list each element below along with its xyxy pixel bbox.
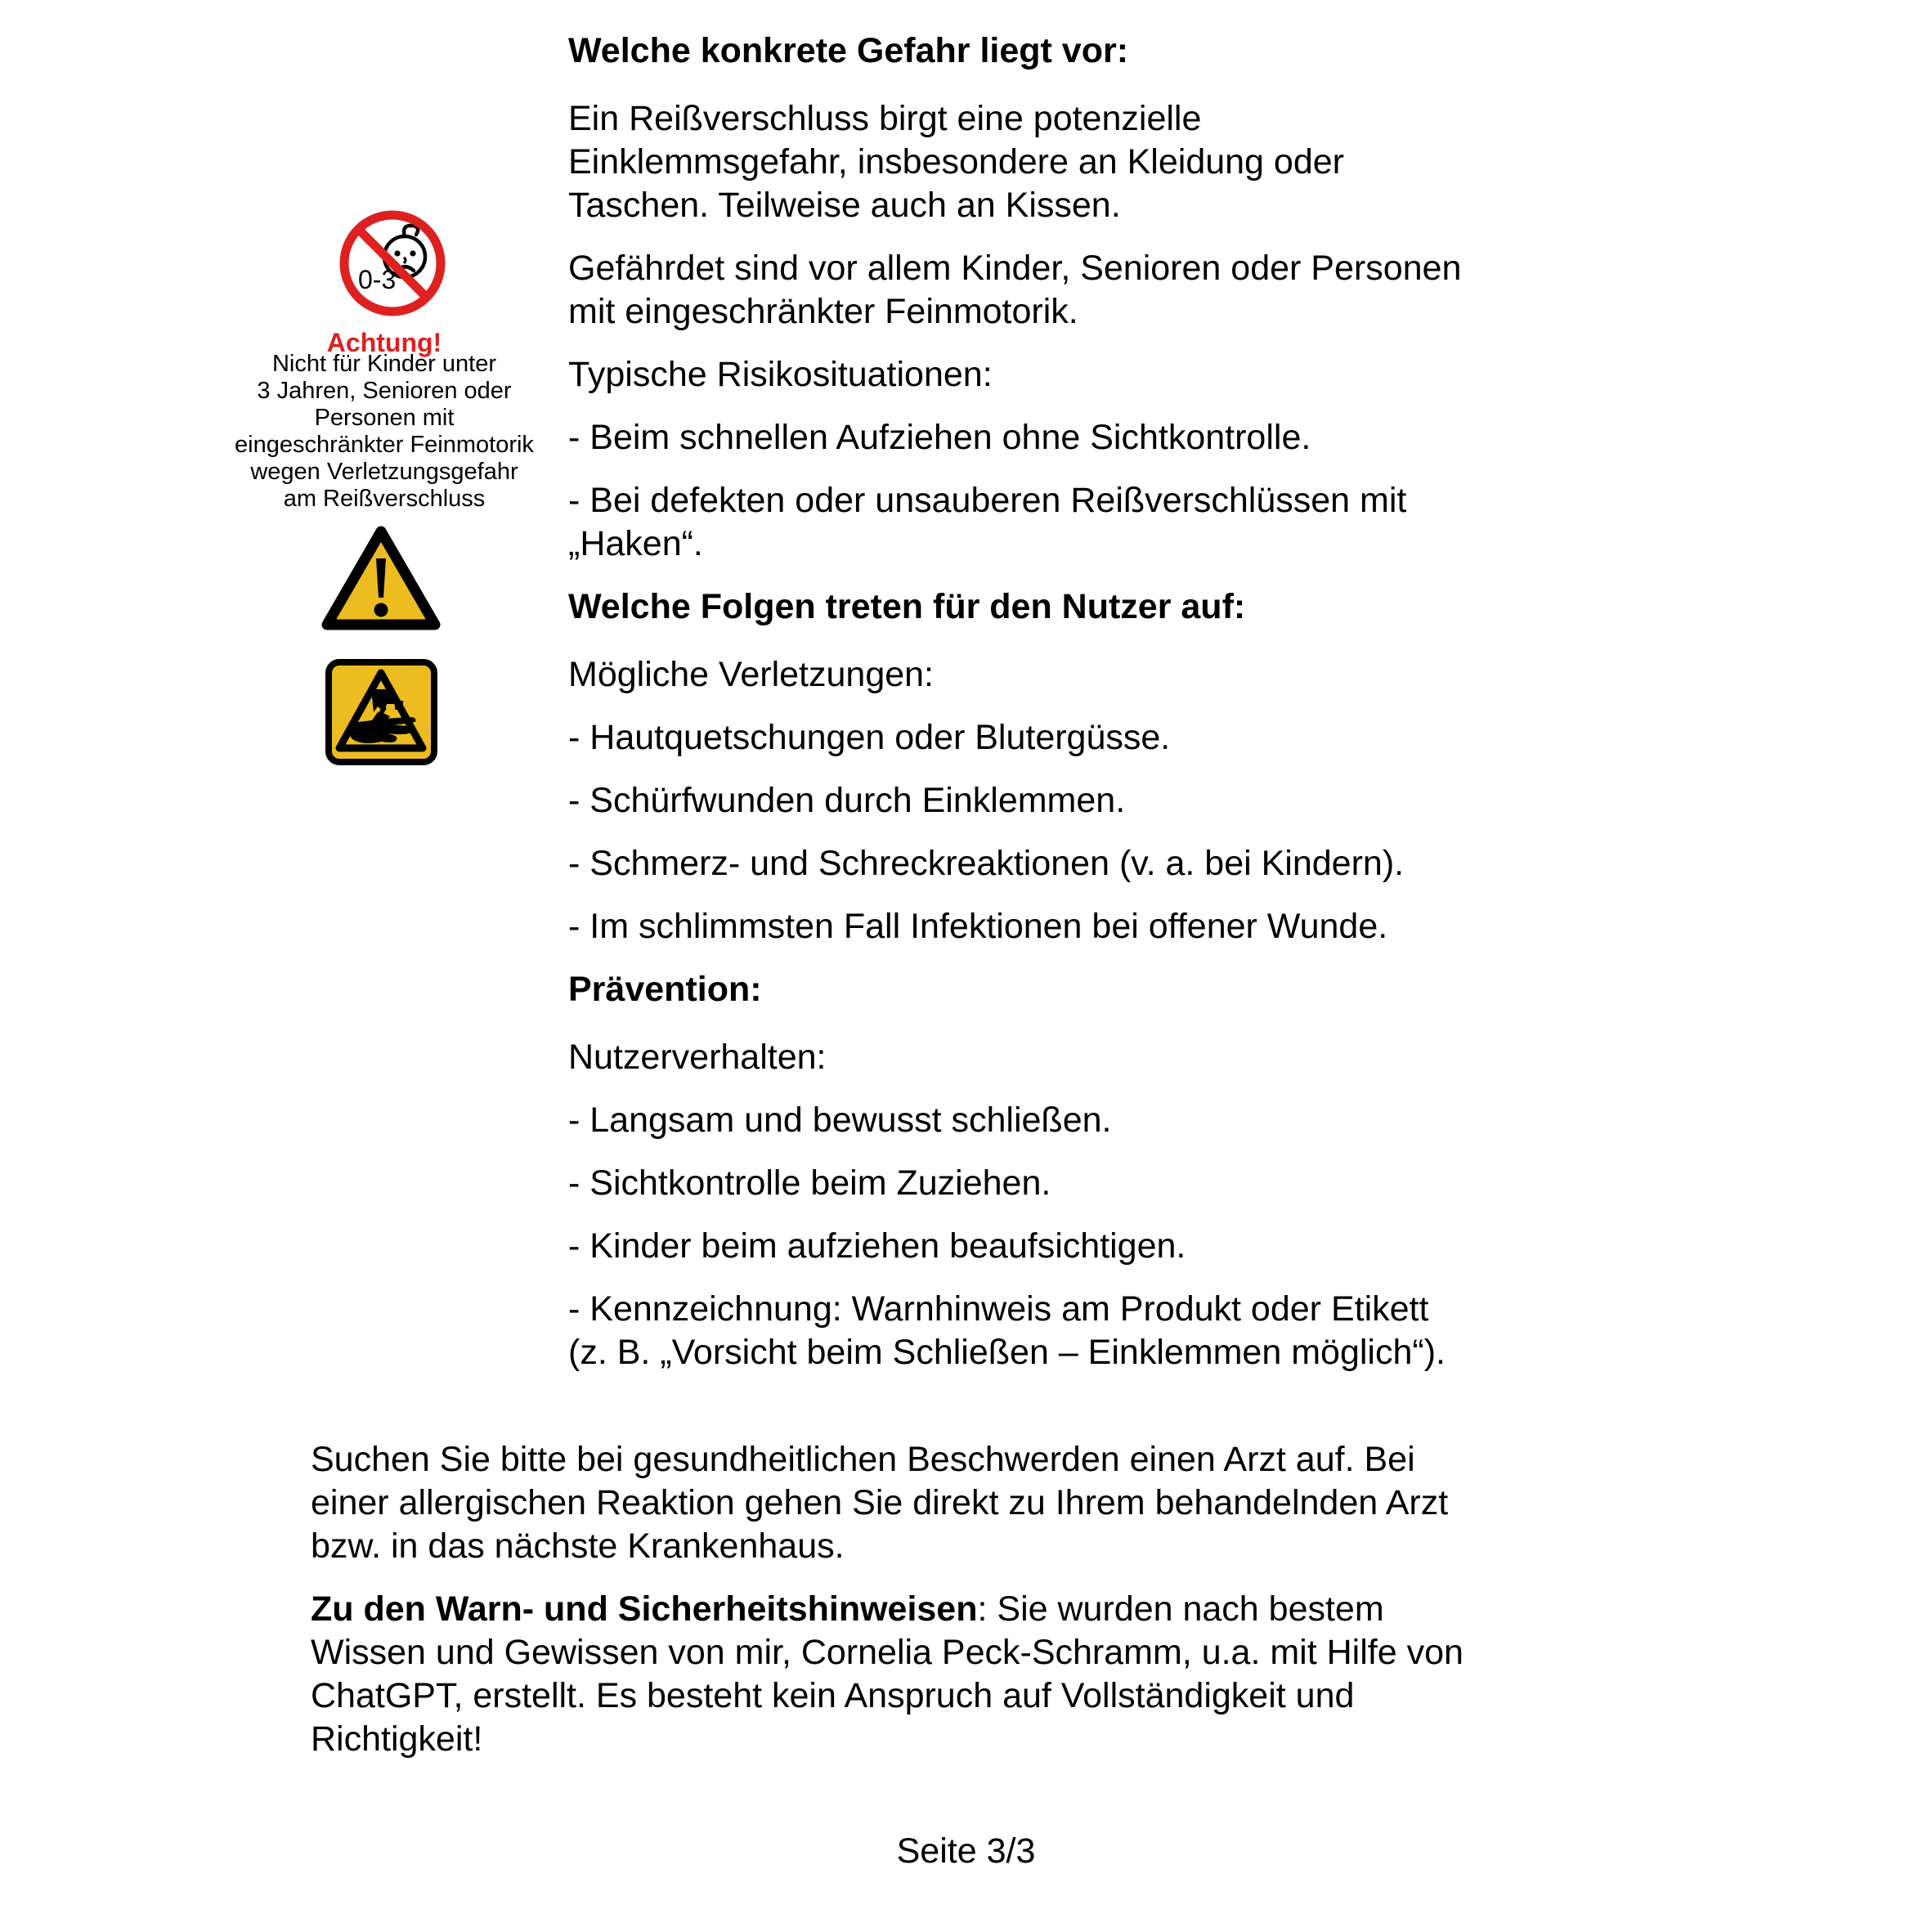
text-line: Suchen Sie bitte bei gesundheitlichen Beschwerden einen Arzt auf. Bei — [311, 1440, 1415, 1479]
text-line: - Langsam und bewusst schließen. — [568, 1100, 1112, 1140]
paragraph-affected — [568, 247, 1647, 334]
text-line: - Kennzeichnung: Warnhinweis am Produkt oder Etikett — [568, 1289, 1429, 1329]
text-line: Wissen und Gewissen von mir, Cornelia Peck-Schramm, u.a. mit Hilfe von — [311, 1633, 1464, 1672]
text-line: einer allergischen Reaktion gehen Sie direkt zu Ihrem behandelnden Arzt — [311, 1483, 1449, 1522]
heading-hazard: Welche konkrete Gefahr liegt vor: — [568, 31, 1129, 70]
warning-triangle-icon — [320, 522, 442, 632]
caution-line: eingeschränkter Feinmotorik — [235, 432, 534, 458]
text-line: Nutzerverhalten: — [568, 1038, 827, 1077]
bullet-injury-4 — [568, 905, 1647, 948]
text-line: - Sichtkontrolle beim Zuziehen. — [568, 1163, 1051, 1203]
page-number: Seite 3/3 — [896, 1831, 1036, 1871]
bullet-risk-2 — [568, 479, 1647, 566]
text-line: mit eingeschränkter Feinmotorik. — [568, 292, 1078, 331]
text-line: - Beim schnellen Aufziehen ohne Sichtkontrolle. — [568, 418, 1311, 457]
paragraph-medical-advice — [311, 1438, 1717, 1568]
caution-text-block — [188, 351, 580, 513]
text-line: Typische Risikosituationen: — [568, 355, 993, 394]
heading-prevention: Prävention: — [568, 970, 762, 1009]
bullet-injury-2 — [568, 779, 1647, 823]
caution-line: 3 Jahren, Senioren oder — [257, 378, 512, 404]
text-line: Mögliche Verletzungen: — [568, 655, 935, 694]
text-line — [311, 1588, 1717, 1631]
bullet-risk-1 — [568, 416, 1647, 459]
bullet-prevention-2 — [568, 1162, 1647, 1205]
bullet-prevention-4 — [568, 1288, 1647, 1374]
prohibition-circle-icon — [344, 215, 441, 312]
general-warning-sign — [320, 522, 442, 632]
disclaimer-rest: : Sie wurden nach bestem — [977, 1589, 1384, 1629]
text-line: - Kinder beim aufziehen beaufsichtigen. — [568, 1226, 1186, 1266]
caution-line: Nicht für Kinder unter — [271, 351, 496, 377]
caution-line: Personen mit — [314, 405, 455, 431]
paragraph-behavior-intro — [568, 1036, 1647, 1079]
text-line: Richtigkeit! — [311, 1719, 483, 1759]
age-restriction-sign — [338, 209, 446, 317]
bullet-prevention-3 — [568, 1225, 1647, 1268]
text-line: ChatGPT, erstellt. Es besteht kein Anspruch auf Vollständigkeit und — [311, 1676, 1355, 1715]
paragraph-risk-intro — [568, 353, 1647, 397]
text-line: Ein Reißverschluss birgt eine potenzielle — [568, 99, 1202, 138]
text-line: - Bei defekten oder unsauberen Reißverschlüssen mit — [568, 481, 1407, 520]
hand-crush-warning-icon — [325, 658, 438, 766]
paragraph-disclaimer — [311, 1588, 1717, 1761]
disclaimer-bold-lead: Zu den Warn- und Sicherheitshinweisen — [311, 1589, 978, 1629]
bullet-injury-3 — [568, 842, 1647, 885]
main-text-column — [568, 29, 1647, 1394]
text-line: - Im schlimmsten Fall Infektionen bei offener Wunde. — [568, 907, 1388, 946]
heading-consequences: Welche Folgen treten für den Nutzer auf: — [568, 587, 1246, 626]
paragraph-injuries-intro — [568, 653, 1647, 697]
caution-line: wegen Verletzungsgefahr — [250, 459, 518, 485]
text-line: bzw. in das nächste Krankenhaus. — [311, 1526, 845, 1566]
caution-title: Achtung! — [326, 328, 442, 357]
text-line: „Haken“. — [568, 524, 703, 563]
text-line: - Schmerz- und Schreckreaktionen (v. a. bei Kindern). — [568, 844, 1405, 883]
text-line: - Schürfwunden durch Einklemmen. — [568, 781, 1126, 820]
age-prohibition-icon — [338, 209, 446, 317]
text-line: - Hautquetschungen oder Blutergüsse. — [568, 718, 1171, 757]
text-line: Gefährdet sind vor allem Kinder, Senioren oder Personen — [568, 249, 1462, 288]
caution-line: am Reißverschluss — [283, 486, 486, 512]
text-line: Einklemmsgefahr, insbesondere an Kleidung oder — [568, 142, 1344, 182]
bullet-prevention-1 — [568, 1099, 1647, 1142]
text-line: (z. B. „Vorsicht beim Schließen – Einklemmen möglich“). — [568, 1333, 1446, 1372]
text-line: Taschen. Teilweise auch an Kissen. — [568, 186, 1121, 225]
paragraph-hazard — [568, 97, 1647, 227]
age-range-label: 0-3 — [358, 265, 397, 294]
bullet-injury-1 — [568, 716, 1647, 760]
pinch-hazard-sign — [325, 658, 438, 766]
bottom-text-block — [311, 1438, 1717, 1781]
